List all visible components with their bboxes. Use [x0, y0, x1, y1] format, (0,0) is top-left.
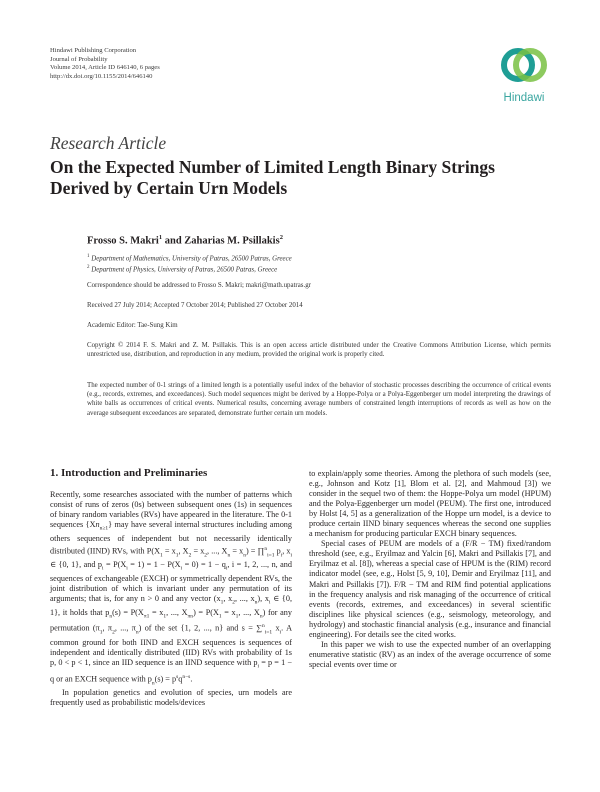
logo-text: Hindawi: [503, 92, 545, 104]
article-type: Research Article: [50, 133, 167, 153]
paragraph: Special cases of PEUM are models of a (F/R − TM) fixed/random threshold (see, e.g., Eryilmaz and Yalcin [6], Makri and Psillakis [7], and Eryilmaz et al. [8]), whereas a special case of HPUM is the (RIM) record indicator model (see, e.g., Holst [5, 9, 10], Demir and Eryilmaz [11], and Makri and Psillakis [7]). F/R − TM and RIM find potential applications in the frequency analysis and risk managing of the occurrence of critical events (records, extremes, and exceedances) in several scientific disciplines like physical sciences (e.g., seismology, meteorology, and hydrology) and stochastic financial analysis (e.g., insurance and financial engineering). For details see the cited works.: [309, 539, 551, 639]
correspondence: Correspondence should be addressed to Frosso S. Makri; makri@math.upatras.gr: [87, 282, 311, 289]
abstract: The expected number of 0-1 strings of a limited length is a potentially useful index of the behavior of stochastic processes describing the occurrence of critical events (e.g., records, extremes, and exceedances). Such model sequences might be derived by a Hoppe-Polya or a Polya-Eggenberger urn model interpreting the drawings of white balls as occurrences of critical events. Numerical results, concerning average numbers of constrained length interruptions of records as well as how on the average subsequent exceedances are separated, demonstrate further certain urn models.: [87, 382, 551, 417]
publisher: Hindawi Publishing Corporation: [50, 47, 137, 54]
journal-name: Journal of Probability: [50, 55, 108, 63]
author-1[interactable]: Frosso S. Makri: [87, 235, 159, 247]
affiliation-1-text: Department of Mathematics, University of Patras, 26500 Patras, Greece: [91, 255, 292, 263]
dates: Received 27 July 2014; Accepted 7 October 2014; Published 27 October 2014: [87, 302, 303, 309]
author-line: [87, 234, 283, 247]
paragraph: In population genetics and evolution of species, urn models are frequently used as probabilistic models/devices: [50, 688, 292, 708]
author-2[interactable]: Zaharias M. Psillakis: [184, 235, 280, 247]
affiliation-2: [87, 264, 557, 275]
volume-info: Volume 2014, Article ID 646140, 6 pages: [50, 64, 160, 72]
column-left: [50, 490, 292, 708]
affiliation-1: [87, 253, 557, 264]
journal-header: [50, 47, 160, 81]
hindawi-logo: [496, 44, 552, 104]
doi-link[interactable]: http://dx.doi.org/10.1155/2014/646140: [50, 72, 153, 80]
author-1-sup: 1: [158, 234, 163, 241]
author-2-sup: 2: [279, 234, 283, 241]
paragraph: Recently, some researches associated with the number of patterns which consist of runs of zeros (0s) between subsequent ones (1s) in sequences of binary random variables (RVs) have appeared in the literature. The 0-1 sequences $\{Xn_{n\ge 1}\}$ may have several internal structures including among others sequences of independent but not necessarily identically distributed (IIND) RVs, with $P(X_1 = x_1$, $X_2 = x_2$, ..., $X_n = x_n$) = ∏$^n_{i=1}$ $p_i$, $x_i$ ∈ {0, 1}, and $p_i = P(X_i = 1) = 1 - P(X_i = 0) = 1 - q_i$, i = 1, 2, ..., n, and sequences of exchangeable (EXCH) or symmetrically dependent RVs, the joint distribution of which is invariant under any permutation of its arguments; that is, for any n > 0 and any vector ($x_1$, $x_2$, ..., $x_n$), $x_i$ ∈ {0, 1}, it holds that $p_n(s) = P(X_{\pi 1} = x_1$, ..., $X_{\pi n}) = P(X_1 = x_1$, ..., $X_n$) for any permutation ($\pi_1$, $\pi_2$, ..., $\pi_n$) of the set {1, 2, ..., n} and s = ∑$^n_{i=1}$ $x_i$. A common ground for both IIND and EXCH sequences is sequences of independent and identically distributed (IID) RVs with probability of 1s p, 0 < p < 1, since an IID sequence is an IIND sequence with $p_i = p = 1 - q$ or an EXCH sequence with $p_n(s) = p^sq^{n-s}$.: [50, 490, 293, 687]
paragraph: In this paper we wish to use the expected number of an overlapping enumerative statistic (RV) as an index of the average occurrence of some special events over time or: [309, 639, 551, 669]
copyright: Copyright © 2014 F. S. Makri and Z. M. Psillakis. This is an open access article distributed under the Creative Commons Attribution License, which permits unrestricted use, distribution, and reproduction in any medium, provided the original work is properly cited.: [87, 342, 551, 359]
author-conjunction: and: [164, 235, 182, 247]
hindawi-logo-icon: [496, 44, 552, 86]
column-right: [309, 469, 551, 670]
academic-editor: Academic Editor: Tae-Sung Kim: [87, 322, 178, 329]
affiliations: [87, 253, 557, 275]
section-heading: 1. Introduction and Preliminaries: [50, 467, 208, 479]
affiliation-2-text: Department of Physics, University of Patras, 26500 Patras, Greece: [91, 266, 278, 274]
affiliation-2-sup: 2: [87, 265, 90, 271]
affiliation-1-sup: 1: [87, 254, 90, 259]
page-title: On the Expected Number of Limited Length Binary Strings Derived by Certain Urn Models: [50, 157, 495, 198]
paragraph: to explain/apply some theories. Among the plethora of such models (see, e.g., Johnson and Kotz [1], Blom et al. [2], and Mahmoud [3]) we consider in the sequel two of them: the Hoppe-Polya urn model (HPUM) and the Polya-Eggenberger urn model (PEUM). The first one, introduced by Holst [4, 5] as a generalization of the Hoppe urn model, is a device to produce certain IIND binary sequences whereas the second one supplies a mechanism for producing particular EXCH binary sequences.: [309, 469, 551, 539]
